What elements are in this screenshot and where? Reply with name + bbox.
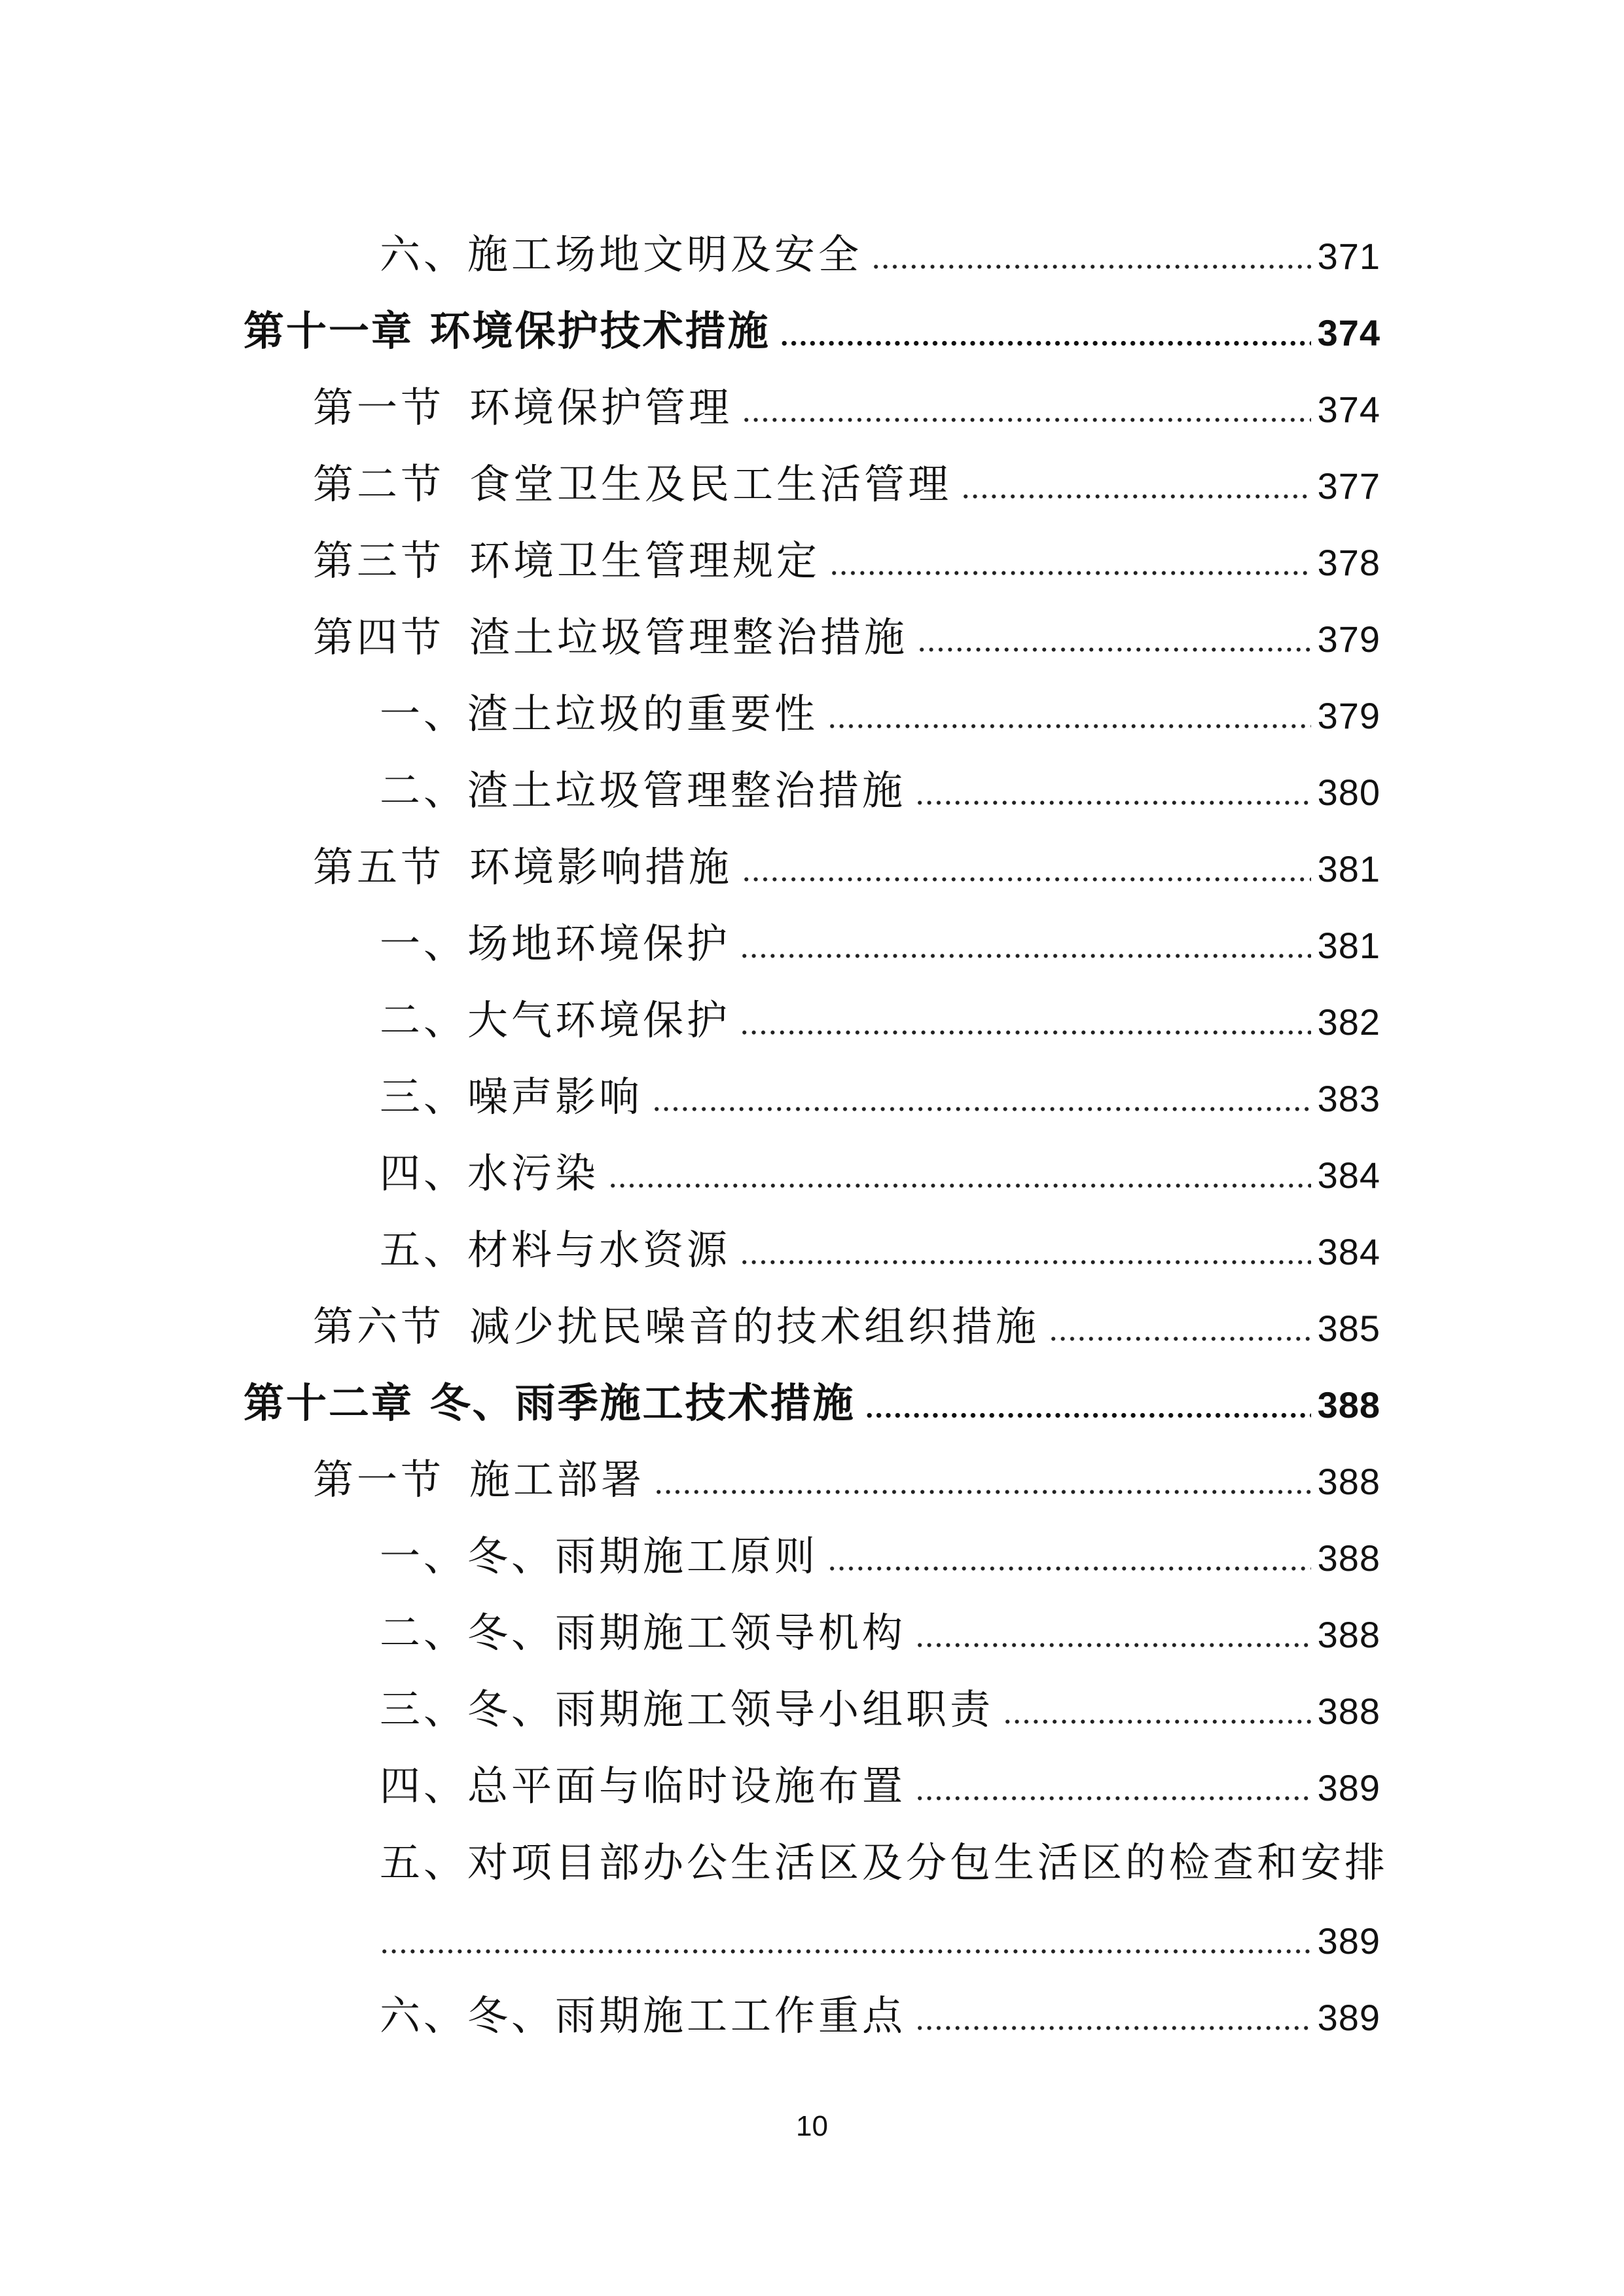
dot-leader [829,570,1311,576]
dot-leader [652,1106,1311,1112]
toc-entry[interactable] [380,662,1380,738]
toc-chapter[interactable] [244,1352,1380,1427]
toc-chapter[interactable] [244,279,1380,355]
dot-leader [827,723,1311,729]
toc-entry-page: 384 [1317,1155,1380,1196]
toc-section[interactable] [313,433,1380,508]
toc-entry-page: 385 [1317,1308,1380,1349]
toc-entry-page: 389 [1317,1920,1380,1962]
toc-entry-title: 环境卫生管理规定 [469,537,821,584]
toc-entry[interactable] [380,892,1380,967]
toc-entry-page: 383 [1317,1078,1380,1119]
toc-entry-title: 施工部署 [469,1456,645,1503]
toc-entry-title: 一、渣土垃圾的重要性 [380,690,819,738]
toc-section[interactable] [313,586,1380,661]
toc-entry-page: 382 [1317,1001,1380,1043]
dot-leader [740,1259,1311,1265]
toc-section-number: 第二节 [313,460,445,508]
toc-section-number: 第三节 [313,537,445,584]
toc-entry-page: 379 [1317,619,1380,660]
toc-entry-title: 减少扰民噪音的技术组织措施 [469,1302,1040,1350]
dot-leader [608,1183,1311,1189]
toc-entry-page: 374 [1317,312,1380,353]
toc-section-number: 第五节 [313,843,445,891]
toc-entry-title: 一、场地环境保护 [380,920,731,967]
toc-entry[interactable] [380,739,1380,814]
toc-entry-page: 381 [1317,925,1380,966]
toc-entry-title: 一、冬、雨期施工原则 [380,1532,819,1580]
toc-entry-title: 六、施工场地文明及安全 [380,230,863,278]
toc-section-number: 第一节 [313,1456,445,1503]
toc-entry-title: 五、材料与水资源 [380,1226,731,1274]
toc-entry-page: 371 [1317,236,1380,277]
toc-section[interactable] [313,1275,1380,1350]
dot-leader [740,953,1311,959]
dot-leader [1003,1719,1311,1725]
toc-section[interactable] [313,1428,1380,1503]
toc-entry-page: 388 [1317,1384,1380,1426]
toc-entry-title: 二、冬、雨期施工领导机构 [380,1609,907,1657]
toc-section[interactable] [313,356,1380,431]
toc-entry-page: 381 [1317,848,1380,889]
toc-entry[interactable] [380,969,1380,1044]
dot-leader [740,1030,1311,1035]
toc-entry-title: 三、冬、雨期施工领导小组职责 [380,1685,994,1733]
dot-leader [915,800,1311,806]
toc-entry-page: 374 [1317,389,1380,430]
dot-leader [915,1642,1311,1648]
toc-section[interactable] [313,816,1380,891]
toc-entry-title: 二、渣土垃圾管理整治措施 [380,766,907,814]
toc-entry-page: 388 [1317,1461,1380,1502]
toc-entry[interactable] [380,1581,1380,1657]
toc-entry-title: 六、冬、雨期施工工作重点 [380,1992,907,2039]
toc-entry[interactable] [380,1734,1380,1810]
toc-entry-title: 第十二章 冬、雨季施工技术措施 [244,1379,856,1427]
toc-entry-title: 第十一章 环境保护技术措施 [244,307,770,355]
toc-entry-page: 389 [1317,1767,1380,1808]
dot-leader [871,264,1311,270]
toc-entry-title: 二、大气环境保护 [380,996,731,1044]
toc-entry-wrapped-leader[interactable] [380,1888,1380,1960]
toc-entry-title: 食堂卫生及民工生活管理 [469,460,952,508]
toc-entry[interactable] [380,1045,1380,1121]
toc-entry-page: 388 [1317,1691,1380,1732]
toc-section-number: 第六节 [313,1302,445,1350]
toc-section[interactable] [313,509,1380,584]
dot-leader [742,417,1311,423]
toc-entry-wrapped-title[interactable] [380,1811,1389,1886]
dot-leader [865,1412,1311,1418]
toc-entry-page: 380 [1317,772,1380,813]
toc-entry[interactable] [380,203,1380,278]
toc-entry-page: 384 [1317,1231,1380,1272]
toc-section-number: 第四节 [313,613,445,661]
page-number: 10 [796,2110,828,2142]
toc-entry[interactable] [380,1658,1380,1733]
dot-leader [915,1795,1311,1801]
dot-leader [380,1948,1311,1954]
dot-leader [654,1489,1311,1495]
toc-entry-page: 379 [1317,695,1380,736]
toc-entry-page: 377 [1317,465,1380,507]
toc-entry-title: 环境保护管理 [469,384,733,431]
toc-entry[interactable] [380,1505,1380,1580]
toc-entry-title: 环境影响措施 [469,843,733,891]
toc-entry-page: 388 [1317,1537,1380,1579]
toc-entry-title: 渣土垃圾管理整治措施 [469,613,909,661]
dot-leader [742,876,1311,882]
dot-leader [917,647,1311,653]
toc-entry-page: 388 [1317,1614,1380,1655]
toc-entry-title: 三、噪声影响 [380,1073,643,1121]
toc-entry-page: 389 [1317,1997,1380,2038]
dot-leader [1049,1336,1311,1342]
toc-entry-page: 378 [1317,542,1380,583]
toc-entry[interactable] [380,1964,1380,2039]
dot-leader [780,340,1311,346]
toc-entry-title: 四、总平面与临时设施布置 [380,1762,907,1810]
toc-entry[interactable] [380,1122,1380,1197]
dot-leader [961,493,1311,499]
toc-entry[interactable] [380,1198,1380,1274]
dot-leader [915,2025,1311,2031]
toc-entry-title: 五、对项目部办公生活区及分包生活区的检查和安排 [380,1839,1389,1886]
toc-entry-title: 四、水污染 [380,1149,600,1197]
toc-section-number: 第一节 [313,384,445,431]
dot-leader [827,1566,1311,1571]
